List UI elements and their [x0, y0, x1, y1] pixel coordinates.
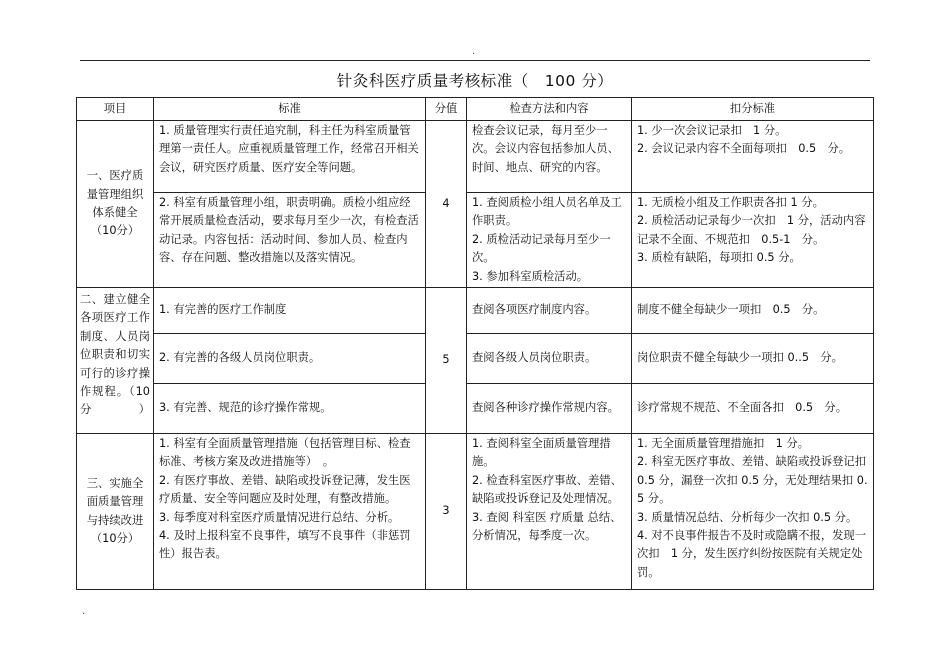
header-method: 检查方法和内容 [467, 98, 632, 121]
score-cell: 4 [426, 121, 467, 288]
table-row [77, 334, 874, 384]
method-cell: 1. 查阅质检小组人员名单及工作职责。 2. 质检活动记录每月至少一次。 3. 参加科室质检活动。 [467, 193, 632, 288]
category-cell: 一、医疗质量管理组织体系健全（10分） [77, 121, 154, 288]
deduction-cell: 诊疗常规不规范、不全面各扣 0.5 分。 [632, 384, 874, 434]
header-standard: 标准 [154, 98, 426, 121]
method-cell: 查阅各项医疗制度内容。 [467, 288, 632, 334]
table-row [77, 384, 874, 434]
deduction-cell: 1. 无质检小组及工作职责各扣 1 分。 2. 质检活动记录每少一次扣 1 分，活动内容记录不全面、不规范扣 0.5-1 分。 3. 质检有缺陷，每项扣 0.5 分。 [632, 193, 874, 288]
standard-cell: 2. 有完善的各级人员岗位职责。 [154, 334, 426, 384]
score-cell: 3 [426, 434, 467, 590]
deduction-cell: 制度不健全每缺少一项扣 0.5 分。 [632, 288, 874, 334]
table-row [77, 193, 874, 288]
method-cell: 查阅各级人员岗位职责。 [467, 334, 632, 384]
standard-cell: 1. 科室有全面质量管理措施（包括管理目标、检查标准、考核方案及改进措施等） 。 2. 有医疗事故、差错、缺陷或投诉登记薄，发生医疗质量、安全等问题应及时处理，有整改措施。 3. 每季度对科室医疗质量情况进行总结、分析。 4. 及时上报科室不良事件，填写不良事件（非惩罚性）报告表。 [154, 434, 426, 590]
table-row [77, 121, 874, 193]
header-deduction: 扣分标准 [632, 98, 874, 121]
top-dot-mark: . [472, 46, 476, 57]
header-rule [80, 60, 870, 61]
header-item: 项目 [77, 98, 154, 121]
standard-cell: 3. 有完善、规范的诊疗操作常规。 [154, 384, 426, 434]
deduction-text: 1. 少一次会议记录扣 1 分。 2. 会议记录内容不全面每项扣 0.5 分。 [637, 124, 851, 156]
category-cell: 二、建立健全各项医疗工作制度、人员岗位职责和切实可行的诊疗操作规程。（10分） [77, 288, 154, 434]
page-title: 针灸科医疗质量考核标准（ 100 分） [336, 72, 614, 90]
method-cell: 1. 查阅科室全面质量管理措施。 2. 检查科室医疗事故、差错、缺陷或投诉登记及处理情况。 3. 查阅 科室医 疗质量 总结、分析情况，每季度一次。 [467, 434, 632, 590]
table-row [77, 288, 874, 334]
deduction-cell: 岗位职责不健全每缺少一项扣 0..5 分。 [632, 334, 874, 384]
score-cell: 5 [426, 288, 467, 434]
method-cell: 检查会议记录，每月至少一次。会议内容包括参加人员、时间、地点、研究的内容。 [467, 121, 632, 193]
category-cell: 三、实施全面质量管理与持续改进（10分） [77, 434, 154, 590]
deduction-cell [632, 121, 874, 193]
deduction-cell: 1. 无全面质量管理措施扣 1 分。 2. 科室无医疗事故、差错、缺陷或投诉登记扣 0.5 分，漏登一次扣 0.5 分，无处理结果扣 0.5 分。 3. 质量情况总结、分析每少一次扣 0.5 分。 4. 对不良事件报告不及时或隐瞒不报，发现一次扣 1 分，发生医疗纠纷按医院有关规定处罚。 [632, 434, 874, 590]
method-cell: 查阅各种诊疗操作常规内容。 [467, 384, 632, 434]
table-row [77, 434, 874, 590]
bottom-dot-mark: . [82, 606, 86, 617]
assessment-table [76, 97, 874, 590]
standard-cell: 1. 质量管理实行责任追究制，科主任为科室质量管理第一责任人。应重视质量管理工作，经常召开相关会议，研究医疗质量、医疗安全等问题。 [154, 121, 426, 193]
standard-cell: 1. 有完善的医疗工作制度 [154, 288, 426, 334]
table-header-row [77, 98, 874, 121]
header-score: 分值 [426, 98, 467, 121]
standard-cell: 2. 科室有质量管理小组，职责明确。质检小组应经常开展质量检查活动，要求每月至少一次，有检查活动记录。内容包括：活动时间、参加人员、检查内容、存在问题、整改措施以及落实情况。 [154, 193, 426, 288]
